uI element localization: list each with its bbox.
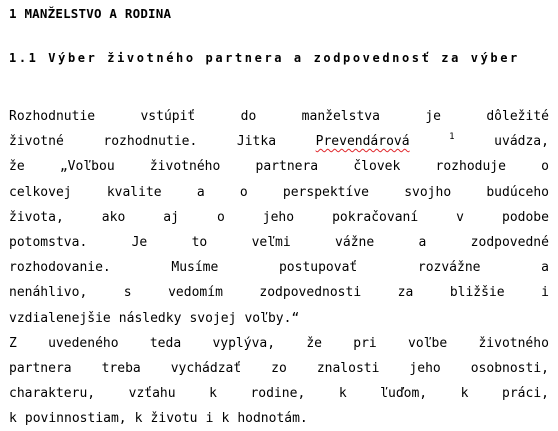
word: životu	[150, 411, 198, 427]
word: k	[338, 386, 347, 402]
word: Z	[9, 335, 17, 351]
word: pokračovaní	[332, 209, 419, 225]
word: treba	[101, 360, 141, 376]
text-line	[9, 205, 549, 230]
word: k	[460, 386, 469, 402]
word: povinnostiam,	[24, 411, 127, 427]
word: k	[209, 386, 217, 402]
word: svojej	[189, 310, 237, 326]
word: a	[196, 184, 205, 200]
word: o	[541, 159, 549, 175]
word: perspektíve	[282, 184, 369, 200]
word: životné	[9, 134, 64, 150]
word: budúceho	[486, 184, 549, 200]
word: vychádzať	[170, 360, 242, 376]
word: rozhodovanie.	[9, 260, 111, 276]
text-line	[9, 280, 549, 305]
word: následky	[118, 310, 182, 326]
word: rodine,	[250, 386, 306, 402]
word: o	[239, 184, 248, 200]
body-paragraph	[9, 104, 549, 431]
word: zodpovedné	[470, 234, 549, 250]
word: a	[541, 260, 549, 276]
text-line	[9, 306, 549, 331]
text-line	[9, 255, 549, 280]
word: postupovať	[278, 260, 358, 276]
word: celkovej	[9, 184, 72, 200]
word: uvádza,	[494, 134, 549, 150]
word: vzdialenejšie	[9, 310, 111, 326]
word: k	[221, 411, 230, 427]
text-line	[9, 331, 549, 356]
word: a	[418, 234, 427, 250]
chapter-heading: 1 MANŽELSTVO A RODINA	[9, 6, 172, 21]
word: i	[205, 411, 214, 427]
word: Musíme	[171, 260, 219, 276]
word: hodnotám.	[237, 411, 308, 427]
word: partnera	[255, 159, 319, 175]
word: i	[541, 285, 549, 301]
word: partnera	[9, 360, 72, 376]
word: životného	[478, 335, 549, 351]
word: do	[240, 109, 257, 124]
text-line	[9, 381, 549, 406]
text-line	[9, 104, 549, 129]
word: vzťahu	[128, 386, 176, 402]
word: vyplýva,	[212, 335, 276, 351]
word: rozhodnutie.	[103, 134, 198, 150]
text-line	[9, 129, 549, 154]
word: človek	[353, 159, 401, 175]
word: dôležité	[486, 109, 549, 124]
word: je	[425, 109, 441, 124]
word: za	[397, 285, 414, 301]
text-line	[9, 356, 549, 381]
word: voľby.“	[244, 310, 300, 326]
word: zodpovednosti	[259, 285, 362, 301]
word: vstúpiť	[140, 109, 196, 124]
section-heading: 1.1 Výber životného partnera a zodpovednosť za výber	[9, 51, 520, 65]
word: veľmi	[251, 234, 291, 250]
word: osobnosti,	[470, 360, 549, 376]
word: znalosti	[316, 360, 380, 376]
text-line	[9, 406, 549, 431]
word: svojho	[404, 184, 452, 200]
text-line	[9, 154, 549, 179]
word: rozvážne	[417, 260, 481, 276]
spellcheck-flagged-word: Prevendárová	[315, 134, 410, 150]
word: o	[216, 209, 225, 225]
word: života,	[9, 209, 64, 225]
word: Rozhodnutie	[9, 109, 96, 124]
word: uvedeného	[48, 335, 119, 351]
word: podobe	[502, 209, 549, 225]
word: jeho	[409, 360, 441, 376]
word: charakteru,	[9, 386, 96, 402]
word: bližšie	[449, 285, 505, 301]
word: manželstva	[301, 109, 380, 124]
word: vedomím	[168, 285, 223, 301]
word: ako	[101, 209, 126, 225]
word: Jitka	[236, 134, 277, 150]
word: jeho	[262, 209, 295, 225]
word: voľbe	[408, 335, 448, 351]
word: v	[456, 209, 464, 225]
word: pri	[353, 335, 377, 351]
word: vážne	[335, 234, 375, 250]
word: Je	[131, 234, 148, 250]
word: to	[191, 234, 208, 250]
word: kvalite	[106, 184, 162, 200]
word: nenáhlivo,	[9, 285, 88, 301]
word: „Voľbou	[59, 159, 115, 175]
word: potomstva.	[9, 234, 88, 250]
word: životného	[149, 159, 221, 175]
word: rozhoduje	[435, 159, 506, 175]
word: aj	[163, 209, 179, 225]
text-line	[9, 230, 549, 255]
text-line	[9, 180, 549, 205]
word: že	[306, 335, 322, 351]
word: k	[9, 411, 17, 427]
word: práci,	[502, 386, 549, 402]
word: ľuďom,	[380, 386, 428, 402]
word: k	[134, 411, 143, 427]
word: že	[9, 159, 25, 175]
word: s	[123, 285, 132, 301]
word: zo	[271, 360, 287, 376]
footnote-marker[interactable]: 1	[449, 132, 455, 143]
word: teda	[149, 335, 182, 351]
